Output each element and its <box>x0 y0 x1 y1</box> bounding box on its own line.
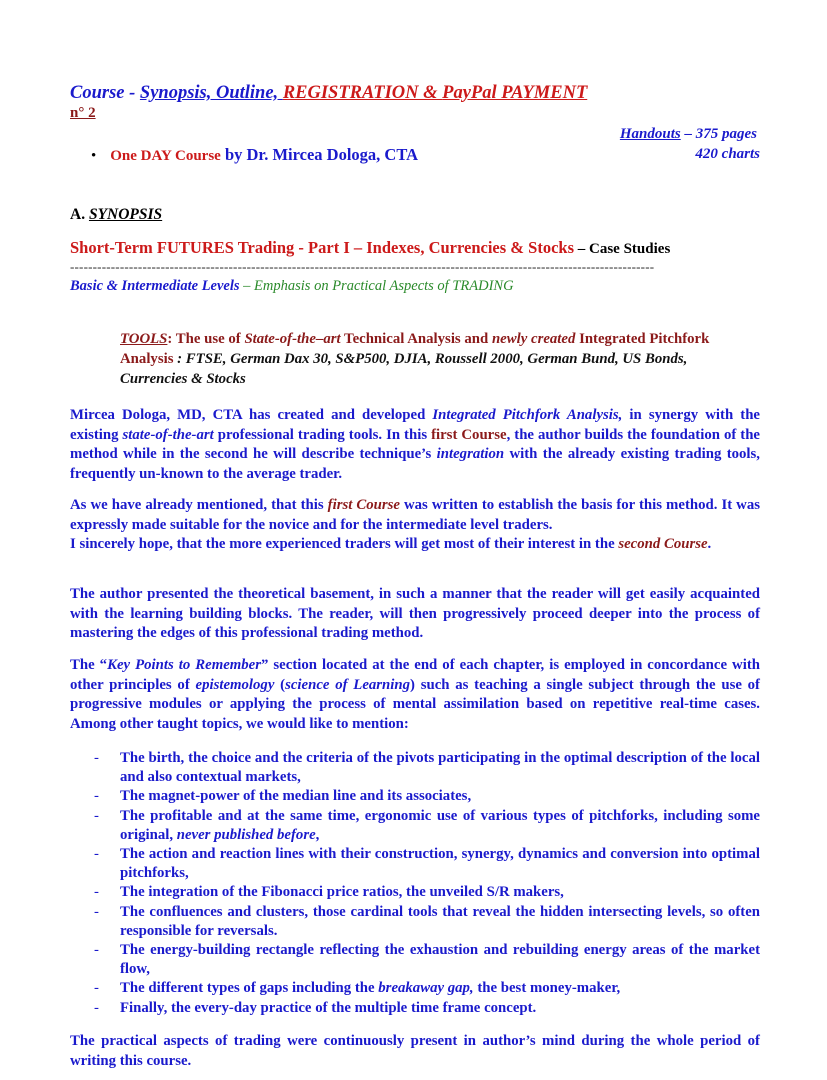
divider: --------------------------------------------------------------------------------------------------------------------------------- <box>70 259 655 274</box>
list-item: - The profitable and at the same time, ergonomic use of various types of pitchforks, including some original, never published before, <box>94 807 760 843</box>
first-course-paragraph: As we have already mentioned, that this first Course was written to establish the basis for this method. It was expressly made suitable for the novice and for the intermediate level traders. I sincerely hope, that the more experienced traders will get most of their interest in the second Course. <box>70 497 760 552</box>
handouts-link[interactable]: Handouts <box>619 126 681 142</box>
course-number: n° 2 <box>70 105 96 121</box>
list-item: - The magnet-power of the median line and its associates, <box>94 788 472 805</box>
course-bullet: • One DAY Course by Dr. Mircea Dologa, CTA <box>91 145 419 164</box>
bullet-icon: • <box>91 148 97 164</box>
list-item: - Finally, the every-day practice of the multiple time frame concept. <box>94 999 537 1016</box>
closing-paragraph: The practical aspects of trading were continuously present in author’s mind during the whole period of writing this course. <box>70 1033 760 1069</box>
key-points-paragraph: The “Key Points to Remember” section located at the end of each chapter, is employed in concordance with other principles of epistemology (science of Learning) such as teaching a single subject through the use of progressive modules or applying the process of mental assimilation based on repetitive real-time cases. Among other taught topics, we would like to mention: <box>70 657 760 732</box>
registration-link[interactable]: REGISTRATION & <box>282 83 443 103</box>
list-item: - The birth, the choice and the criteria of the pivots participating in the optimal description of the local and also contextual markets, <box>94 750 760 786</box>
paypal-payment-link[interactable]: PayPal PAYMENT <box>442 83 588 103</box>
list-item: - The confluences and clusters, those cardinal tools that reveal the hidden intersecting levels, so often responsible for reversals. <box>94 903 760 939</box>
list-item: - The integration of the Fibonacci price ratios, the unveiled S/R makers, <box>94 884 564 901</box>
list-item: - The energy-building rectangle reflecting the exhaustion and rebuilding energy areas of the market flow, <box>94 942 760 978</box>
page-title: Course - Synopsis, Outline, REGISTRATION & PayPal PAYMENT <box>70 83 588 103</box>
level-line: Basic & Intermediate Levels – Emphasis on Practical Aspects of TRADING <box>70 278 514 294</box>
handouts-charts: 420 charts <box>695 146 760 162</box>
list-item: - The action and reaction lines with their construction, synergy, dynamics and conversion into optimal pitchforks, <box>94 846 760 882</box>
intro-paragraph: Mircea Dologa, MD, CTA has created and developed Integrated Pitchfork Analysis, in synergy with the existing state-of-the-art professional trading tools. In this first Course, the author builds the foundation of the method while in the second he will describe technique’s integration with the already existing trading tools, frequently un-known to the average trader. <box>70 407 760 482</box>
course-subtitle: Short-Term FUTURES Trading - Part I – Indexes, Currencies & Stocks – Case Studies <box>70 238 671 257</box>
tools-paragraph: TOOLS: The use of State-of-the–art Technical Analysis and newly created Integrated Pitchfork Analysis : FTSE, German Dax 30, S&P500, DJIA, Roussell 2000, German Bund, US Bonds, Currencies & Stocks <box>120 331 710 387</box>
topics-list <box>70 749 760 1018</box>
list-item: - The different types of gaps including the breakaway gap, the best money-maker, <box>94 980 621 997</box>
theory-paragraph: The author presented the theoretical basement, in such a manner that the reader will get easily acquainted with the learning building blocks. The reader, will then progressively proceed deeper into the process of mastering the edges of this professional trading method. <box>70 586 760 641</box>
section-heading: A. SYNOPSIS <box>70 206 163 223</box>
handouts-info: Handouts – 375 pages <box>619 126 757 142</box>
synopsis-outline-link[interactable]: Synopsis, Outline, <box>139 83 283 103</box>
